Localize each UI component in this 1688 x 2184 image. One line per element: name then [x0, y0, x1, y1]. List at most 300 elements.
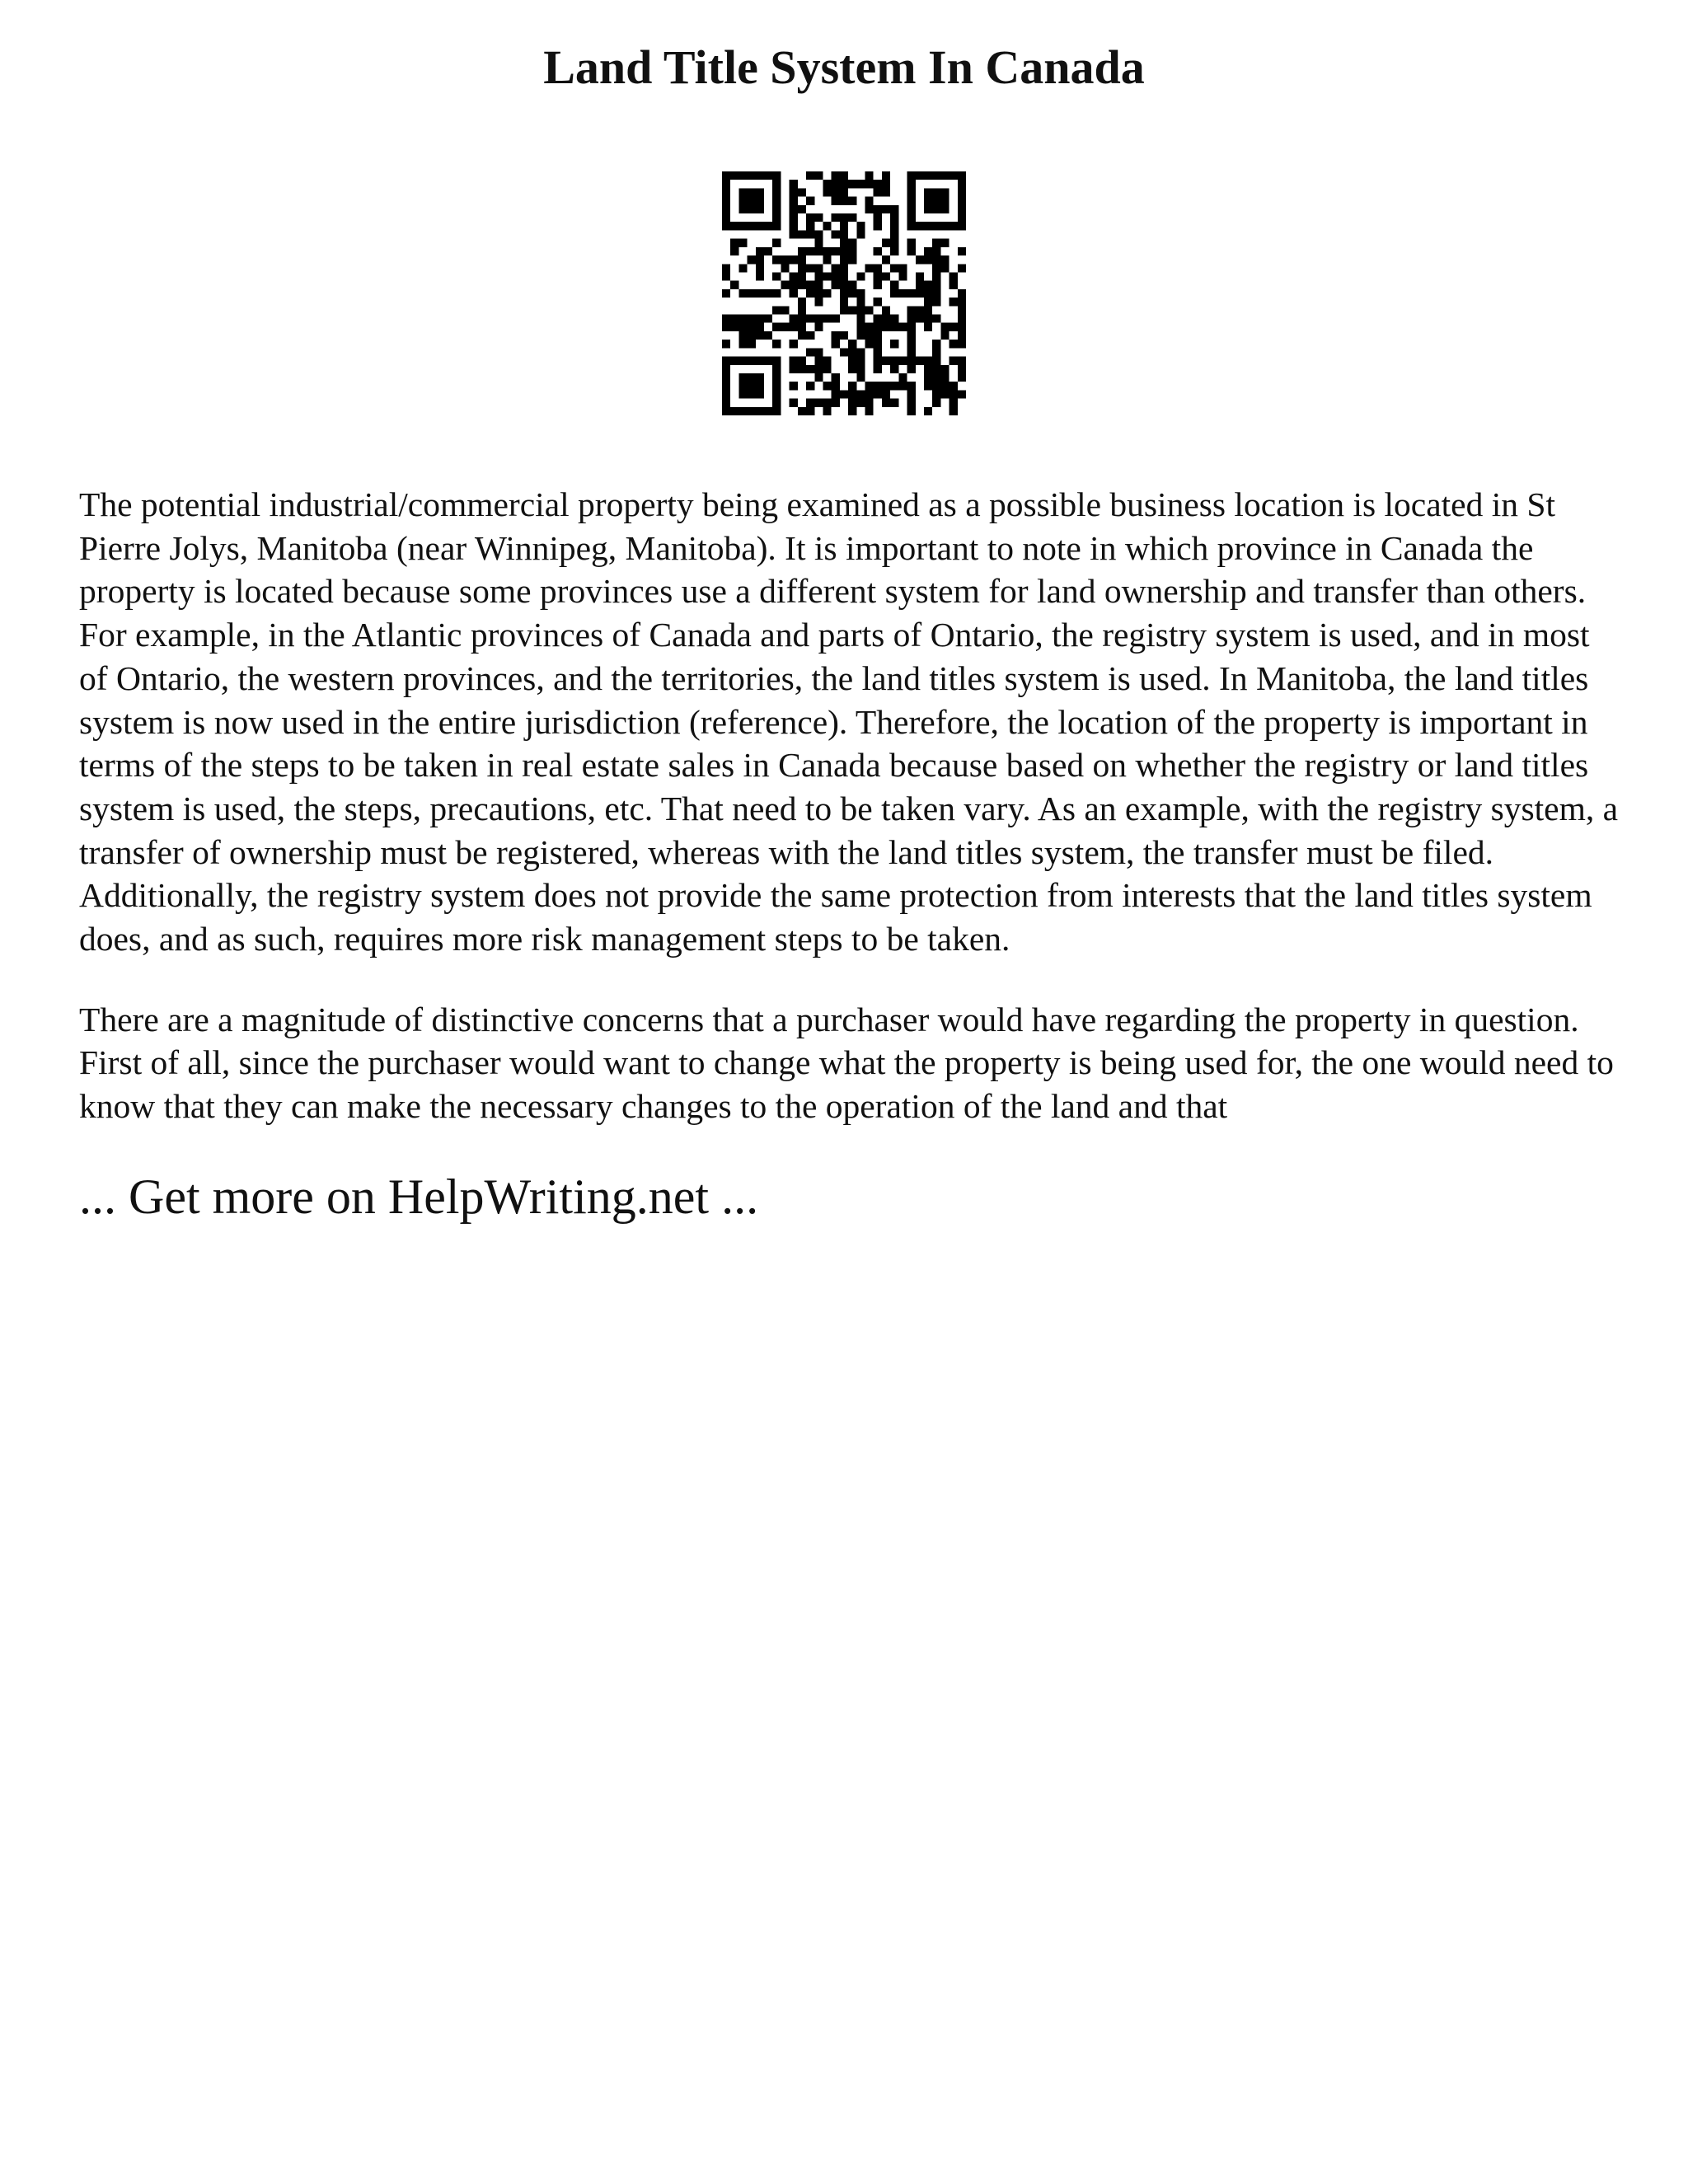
qr-module — [907, 357, 916, 365]
qr-module — [806, 348, 814, 356]
qr-module — [856, 222, 865, 230]
qr-module — [814, 171, 823, 180]
qr-module — [806, 281, 814, 289]
qr-module — [748, 357, 756, 365]
qr-module — [898, 357, 907, 365]
qr-module — [890, 323, 898, 331]
qr-module — [940, 171, 949, 180]
qr-module — [814, 281, 823, 289]
qr-module — [730, 281, 738, 289]
qr-module — [764, 407, 772, 415]
qr-module — [932, 340, 940, 348]
qr-module — [848, 340, 856, 348]
qr-module — [790, 340, 798, 348]
qr-module — [823, 357, 831, 365]
qr-module — [932, 281, 940, 289]
qr-module — [950, 171, 958, 180]
qr-module — [882, 239, 890, 247]
qr-module — [790, 205, 798, 213]
qr-module — [840, 213, 848, 222]
qr-module — [814, 357, 823, 365]
qr-module — [814, 348, 823, 356]
qr-module — [856, 230, 865, 238]
qr-module — [738, 340, 747, 348]
qr-module — [890, 399, 898, 407]
qr-module — [932, 264, 940, 272]
qr-module — [832, 188, 840, 196]
qr-module — [924, 222, 932, 230]
qr-module — [823, 399, 831, 407]
qr-module — [958, 315, 966, 323]
qr-module — [823, 255, 831, 264]
qr-module — [772, 171, 781, 180]
qr-module — [916, 289, 924, 298]
qr-module — [874, 281, 882, 289]
qr-module — [738, 289, 747, 298]
qr-module — [848, 382, 856, 390]
qr-module — [798, 315, 806, 323]
qr-module — [882, 255, 890, 264]
qr-module — [856, 180, 865, 188]
qr-module — [856, 357, 865, 365]
qr-module — [756, 197, 764, 205]
qr-module — [865, 171, 874, 180]
qr-module — [950, 281, 958, 289]
qr-module — [874, 390, 882, 398]
qr-module — [772, 205, 781, 213]
qr-module — [722, 382, 730, 390]
qr-module — [907, 382, 916, 390]
qr-module — [882, 306, 890, 314]
qr-module — [848, 357, 856, 365]
qr-module — [798, 281, 806, 289]
qr-module — [814, 264, 823, 272]
qr-module — [950, 272, 958, 280]
qr-module — [722, 323, 730, 331]
qr-module — [738, 197, 747, 205]
qr-module — [958, 323, 966, 331]
qr-module — [916, 171, 924, 180]
qr-module — [874, 298, 882, 306]
qr-module — [865, 306, 874, 314]
qr-module — [823, 180, 831, 188]
qr-module — [756, 272, 764, 280]
qr-module — [890, 357, 898, 365]
qr-module — [848, 348, 856, 356]
qr-module — [722, 188, 730, 196]
qr-module — [806, 365, 814, 373]
qr-module — [856, 306, 865, 314]
qr-module — [738, 382, 747, 390]
qr-module — [798, 264, 806, 272]
qr-module — [865, 382, 874, 390]
qr-module — [958, 222, 966, 230]
qr-module — [781, 323, 789, 331]
qr-module — [898, 272, 907, 280]
qr-module — [958, 340, 966, 348]
qr-module — [890, 264, 898, 272]
qr-module — [790, 315, 798, 323]
qr-module — [882, 180, 890, 188]
qr-module — [772, 340, 781, 348]
qr-module — [772, 289, 781, 298]
qr-module — [798, 230, 806, 238]
qr-module — [790, 382, 798, 390]
qr-module — [907, 222, 916, 230]
qr-module — [738, 171, 747, 180]
qr-module — [756, 373, 764, 382]
qr-module — [772, 188, 781, 196]
qr-module — [722, 340, 730, 348]
qr-module — [806, 264, 814, 272]
qr-module — [874, 205, 882, 213]
qr-module — [907, 331, 916, 340]
qr-module — [840, 331, 848, 340]
qr-module — [823, 315, 831, 323]
qr-module — [874, 382, 882, 390]
qr-module — [756, 247, 764, 255]
qr-module — [748, 382, 756, 390]
qr-module — [907, 180, 916, 188]
qr-module — [790, 197, 798, 205]
qr-module — [958, 264, 966, 272]
qr-module — [722, 205, 730, 213]
qr-module — [756, 357, 764, 365]
qr-module — [848, 399, 856, 407]
qr-module — [806, 382, 814, 390]
qr-module — [832, 213, 840, 222]
qr-module — [840, 255, 848, 264]
qr-module — [832, 331, 840, 340]
qr-module — [882, 399, 890, 407]
qr-module — [806, 289, 814, 298]
qr-module — [790, 357, 798, 365]
qr-module — [772, 357, 781, 365]
qr-module — [806, 247, 814, 255]
qr-module — [756, 289, 764, 298]
qr-module — [907, 171, 916, 180]
qr-module — [798, 365, 806, 373]
qr-module — [814, 230, 823, 238]
qr-module — [814, 289, 823, 298]
qr-module — [890, 213, 898, 222]
qr-module — [950, 357, 958, 365]
qr-module — [832, 230, 840, 238]
qr-module — [832, 264, 840, 272]
qr-module — [772, 222, 781, 230]
qr-module — [722, 264, 730, 272]
qr-module — [890, 365, 898, 373]
qr-module — [932, 390, 940, 398]
qr-module — [738, 315, 747, 323]
qr-module — [907, 213, 916, 222]
qr-module — [924, 205, 932, 213]
qr-module — [890, 289, 898, 298]
qr-module — [950, 298, 958, 306]
qr-module — [756, 205, 764, 213]
qr-module — [940, 264, 949, 272]
qr-module — [814, 315, 823, 323]
qr-module — [798, 357, 806, 365]
qr-module — [790, 365, 798, 373]
qr-module — [924, 298, 932, 306]
qr-module — [806, 171, 814, 180]
qr-module — [823, 272, 831, 280]
qr-module — [798, 298, 806, 306]
qr-module — [772, 180, 781, 188]
qr-module — [916, 222, 924, 230]
qr-module — [856, 348, 865, 356]
qr-module — [748, 315, 756, 323]
qr-module — [738, 205, 747, 213]
qr-module — [790, 272, 798, 280]
qr-module — [882, 315, 890, 323]
qr-module — [950, 222, 958, 230]
qr-module — [940, 205, 949, 213]
qr-module — [898, 373, 907, 382]
qr-module — [924, 188, 932, 196]
page-title: Land Title System In Canada — [543, 40, 1145, 94]
qr-module — [916, 357, 924, 365]
qr-module — [840, 180, 848, 188]
qr-module — [748, 171, 756, 180]
qr-module — [856, 315, 865, 323]
qr-module — [940, 239, 949, 247]
qr-module — [772, 407, 781, 415]
qr-module — [932, 399, 940, 407]
qr-module — [924, 382, 932, 390]
qr-module — [832, 281, 840, 289]
qr-module — [874, 323, 882, 331]
qr-module — [738, 188, 747, 196]
qr-module — [874, 247, 882, 255]
qr-module — [781, 255, 789, 264]
qr-module — [882, 390, 890, 398]
qr-module — [940, 331, 949, 340]
qr-module — [924, 171, 932, 180]
qr-module — [940, 382, 949, 390]
qr-module — [890, 247, 898, 255]
qr-module — [932, 365, 940, 373]
qr-module — [781, 281, 789, 289]
qr-module — [907, 188, 916, 196]
qr-module — [748, 205, 756, 213]
qr-module — [798, 188, 806, 196]
qr-module — [748, 197, 756, 205]
qr-module — [730, 407, 738, 415]
qr-module — [865, 340, 874, 348]
qr-module — [748, 222, 756, 230]
qr-module — [924, 357, 932, 365]
qr-module — [730, 247, 738, 255]
qr-module — [722, 315, 730, 323]
qr-module — [823, 382, 831, 390]
qr-module — [958, 197, 966, 205]
qr-module — [840, 188, 848, 196]
qr-module — [907, 323, 916, 331]
qr-module — [874, 357, 882, 365]
qr-module — [814, 239, 823, 247]
qr-module — [798, 247, 806, 255]
qr-module — [756, 188, 764, 196]
qr-module — [722, 222, 730, 230]
qr-module — [940, 365, 949, 373]
qr-module — [932, 315, 940, 323]
qr-module — [806, 222, 814, 230]
qr-module — [950, 407, 958, 415]
qr-module — [840, 281, 848, 289]
qr-code-icon — [722, 171, 966, 415]
qr-module — [790, 222, 798, 230]
qr-module — [907, 197, 916, 205]
qr-module — [806, 213, 814, 222]
qr-module — [848, 365, 856, 373]
qr-module — [814, 365, 823, 373]
qr-module — [958, 390, 966, 398]
qr-module — [764, 331, 772, 340]
qr-module — [932, 239, 940, 247]
qr-module — [756, 390, 764, 398]
qr-module — [814, 247, 823, 255]
qr-module — [890, 315, 898, 323]
qr-module — [874, 222, 882, 230]
qr-module — [924, 306, 932, 314]
qr-module — [756, 315, 764, 323]
qr-module — [874, 213, 882, 222]
qr-module — [890, 205, 898, 213]
qr-module — [932, 289, 940, 298]
qr-module — [798, 255, 806, 264]
qr-module — [814, 213, 823, 222]
qr-module — [916, 315, 924, 323]
qr-module — [730, 315, 738, 323]
qr-module — [840, 289, 848, 298]
qr-module — [932, 222, 940, 230]
qr-module — [806, 230, 814, 238]
qr-module — [748, 390, 756, 398]
qr-module — [814, 298, 823, 306]
qr-module — [907, 315, 916, 323]
qr-module — [924, 373, 932, 382]
qr-module — [772, 365, 781, 373]
qr-module — [874, 348, 882, 356]
qr-module — [882, 205, 890, 213]
qr-module — [890, 239, 898, 247]
qr-module — [932, 247, 940, 255]
qr-module — [924, 281, 932, 289]
qr-module — [772, 197, 781, 205]
qr-module — [865, 197, 874, 205]
qr-module — [856, 365, 865, 373]
qr-module — [772, 373, 781, 382]
qr-module — [958, 365, 966, 373]
qr-module — [950, 323, 958, 331]
qr-module — [958, 247, 966, 255]
qr-module — [940, 323, 949, 331]
qr-module — [874, 188, 882, 196]
qr-module — [722, 399, 730, 407]
qr-module — [924, 197, 932, 205]
qr-module — [722, 407, 730, 415]
qr-module — [856, 272, 865, 280]
qr-module — [738, 407, 747, 415]
qr-module — [848, 306, 856, 314]
qr-module — [950, 382, 958, 390]
qr-module — [790, 230, 798, 238]
qr-module — [798, 272, 806, 280]
qr-module — [932, 382, 940, 390]
qr-module — [924, 365, 932, 373]
qr-module — [756, 255, 764, 264]
qr-module — [958, 331, 966, 340]
qr-module — [823, 247, 831, 255]
qr-module — [730, 239, 738, 247]
qr-module — [806, 315, 814, 323]
qr-module — [823, 407, 831, 415]
qr-module — [798, 331, 806, 340]
qr-module — [848, 407, 856, 415]
qr-module — [840, 298, 848, 306]
qr-module — [865, 323, 874, 331]
qr-module — [958, 306, 966, 314]
get-more-link[interactable]: ... Get more on HelpWriting.net ... — [79, 1169, 759, 1224]
qr-module — [932, 197, 940, 205]
qr-module — [958, 188, 966, 196]
qr-module — [865, 331, 874, 340]
body-paragraph: The potential industrial/commercial property being examined as a possible business location is located in St Pierre Jolys, Manitoba (near Winnipeg, Manitoba). It is important to note in which province in Canada the property is located because some provinces use a different system for land ownership and transfer than others. For example, in the Atlantic provinces of Canada and parts of Ontario, the registry system is used, and in most of Ontario, the western provinces, and the territories, the land titles system is used. In Manitoba, the land titles system is now used in the entire jurisdiction (reference). Therefore, the location of the property is important in terms of the steps to be taken in real estate sales in Canada because based on whether the registry or land titles system is used, the steps, precautions, etc. That need to be taken vary. As an example, with the registry system, a transfer of ownership must be registered, whereas with the land titles system, the transfer must be filed. Additionally, the registry system does not provide the same protection from interests that the land titles system does, and as such, requires more risk management steps to be taken. — [79, 485, 1619, 958]
qr-module — [907, 239, 916, 247]
qr-module — [874, 272, 882, 280]
qr-module — [874, 264, 882, 272]
qr-module — [764, 315, 772, 323]
qr-module — [832, 197, 840, 205]
qr-module — [932, 171, 940, 180]
qr-module — [940, 255, 949, 264]
qr-module — [748, 289, 756, 298]
qr-module — [898, 289, 907, 298]
qr-module — [814, 399, 823, 407]
qr-module — [865, 205, 874, 213]
qr-module — [840, 390, 848, 398]
qr-module — [722, 373, 730, 382]
qr-module — [772, 239, 781, 247]
qr-module — [848, 180, 856, 188]
qr-module — [882, 382, 890, 390]
qr-module — [722, 289, 730, 298]
qr-module — [814, 323, 823, 331]
qr-module — [756, 323, 764, 331]
qr-module — [924, 255, 932, 264]
qr-module — [832, 399, 840, 407]
qr-module — [848, 239, 856, 247]
qr-module — [806, 399, 814, 407]
qr-module — [840, 272, 848, 280]
qr-module — [848, 197, 856, 205]
qr-module — [907, 390, 916, 398]
qr-module — [932, 272, 940, 280]
qr-module — [730, 222, 738, 230]
qr-module — [924, 407, 932, 415]
qr-module — [882, 272, 890, 280]
qr-module — [798, 323, 806, 331]
qr-module — [950, 399, 958, 407]
qr-module — [722, 180, 730, 188]
qr-module — [848, 289, 856, 298]
qr-module — [722, 357, 730, 365]
qr-module — [823, 365, 831, 373]
qr-module — [898, 323, 907, 331]
qr-module — [790, 399, 798, 407]
